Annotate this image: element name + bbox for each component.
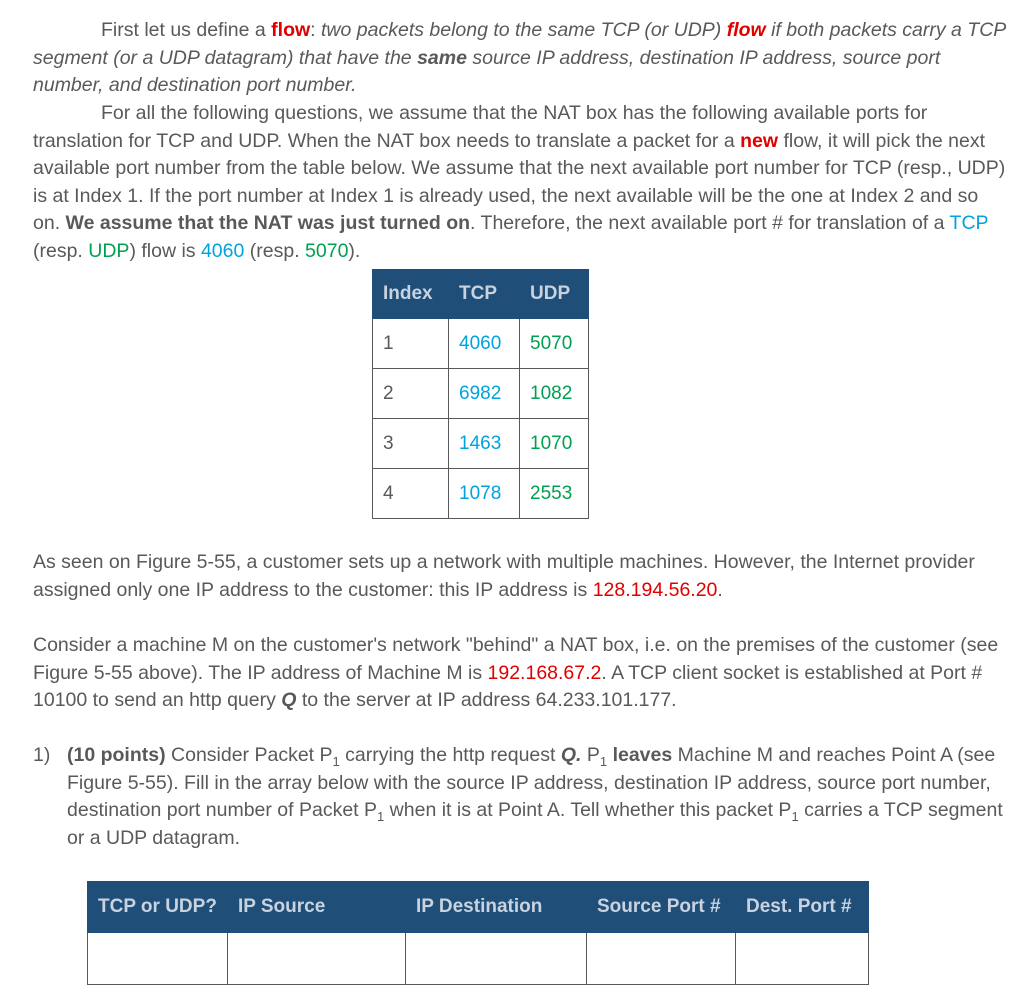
ports-table-header-row (373, 270, 589, 319)
table-row (373, 419, 589, 469)
question-number: 1) (33, 744, 51, 766)
flow-definition-paragraph: First let us define a flow: two packets belong to the same TCP (or UDP) flow if both packets carry a TCP segment (or a UDP datagram) that have the same source IP address, destination IP address, source port number, and destination port number. (33, 19, 1006, 96)
udp-port-cell: 2553 (520, 469, 589, 519)
header-source-port: Source Port # (587, 882, 736, 933)
header-tcp: TCP (449, 270, 520, 319)
tcp-port-cell: 4060 (449, 319, 520, 369)
table-row (88, 933, 869, 985)
machine-m-ip-address: 192.168.67.2 (487, 661, 602, 684)
udp-port-cell: 1082 (520, 369, 589, 419)
udp-port-cell: 1070 (520, 419, 589, 469)
udp-port-cell: 5070 (520, 319, 589, 369)
tcp-port-cell: 1463 (449, 419, 520, 469)
index-cell: 2 (373, 369, 449, 419)
answer-table (87, 881, 869, 985)
query-q-label: Q (281, 689, 297, 711)
index-cell: 4 (373, 469, 449, 519)
header-index: Index (373, 270, 449, 319)
index-cell: 1 (373, 319, 449, 369)
question-points: (10 points) (67, 744, 166, 766)
flow-keyword-italic: flow (726, 19, 766, 41)
header-udp: UDP (520, 270, 589, 319)
answer-cell-tcp-or-udp[interactable] (88, 933, 228, 985)
header-ip-source: IP Source (228, 882, 406, 933)
answer-table-header-row (88, 882, 869, 933)
header-dest-port: Dest. Port # (736, 882, 869, 933)
public-ip-address: 128.194.56.20 (592, 578, 718, 601)
question-1 (33, 742, 1008, 852)
question-1-text: (10 points) Consider Packet $P_1$ carrying the http request Q. $P_1$ leaves Machine M and reaches Point A (see Figure 5-55). Fill in the array below with the source IP address, destination IP address, source port number, destination port number of Packet $P_1$ when it is at Point A. Tell whether this packet $P_1$ carries a TCP segment or a UDP datagram. (67, 744, 1003, 849)
available-ports-table (372, 269, 589, 519)
table-row (373, 319, 589, 369)
flow-keyword: flow (271, 19, 311, 41)
header-ip-destination: IP Destination (406, 882, 587, 933)
answer-cell-dest-port[interactable] (736, 933, 869, 985)
index-cell: 3 (373, 419, 449, 469)
new-keyword: new (740, 129, 779, 152)
customer-network-paragraph: As seen on Figure 5-55, a customer sets up a network with multiple machines. However, the Internet provider assigned only one IP address to the customer: this IP address is 128.194.56.20. (33, 551, 975, 601)
answer-cell-ip-source[interactable] (228, 933, 406, 985)
table-row (373, 469, 589, 519)
nat-assumptions-paragraph: For all the following questions, we assume that the NAT box has the following available ports for translation for TCP and UDP. When the NAT box needs to translate a packet for a new flow, it will pick the next available port number from the table below. We assume that the next available port number for TCP (resp., UDP) is at Index 1. If the port number at Index 1 is already used, the next available will be the one at Index 2 and so on. We assume that the NAT was just turned on. Therefore, the next available port # for translation of a TCP (resp. UDP) flow is 4060 (resp. 5070). (33, 102, 1006, 262)
tcp-port-cell: 6982 (449, 369, 520, 419)
table-row (373, 369, 589, 419)
tcp-port-cell: 1078 (449, 469, 520, 519)
answer-cell-ip-destination[interactable] (406, 933, 587, 985)
header-tcp-or-udp: TCP or UDP? (88, 882, 228, 933)
answer-cell-source-port[interactable] (587, 933, 736, 985)
machine-m-paragraph: Consider a machine M on the customer's network "behind" a NAT box, i.e. on the premises of the customer (see Figure 5-55 above). The IP address of Machine M is 192.168.67.2. A TCP client socket is established at Port # 10100 to send an http query Q to the server at IP address 64.233.101.177. (33, 634, 999, 711)
